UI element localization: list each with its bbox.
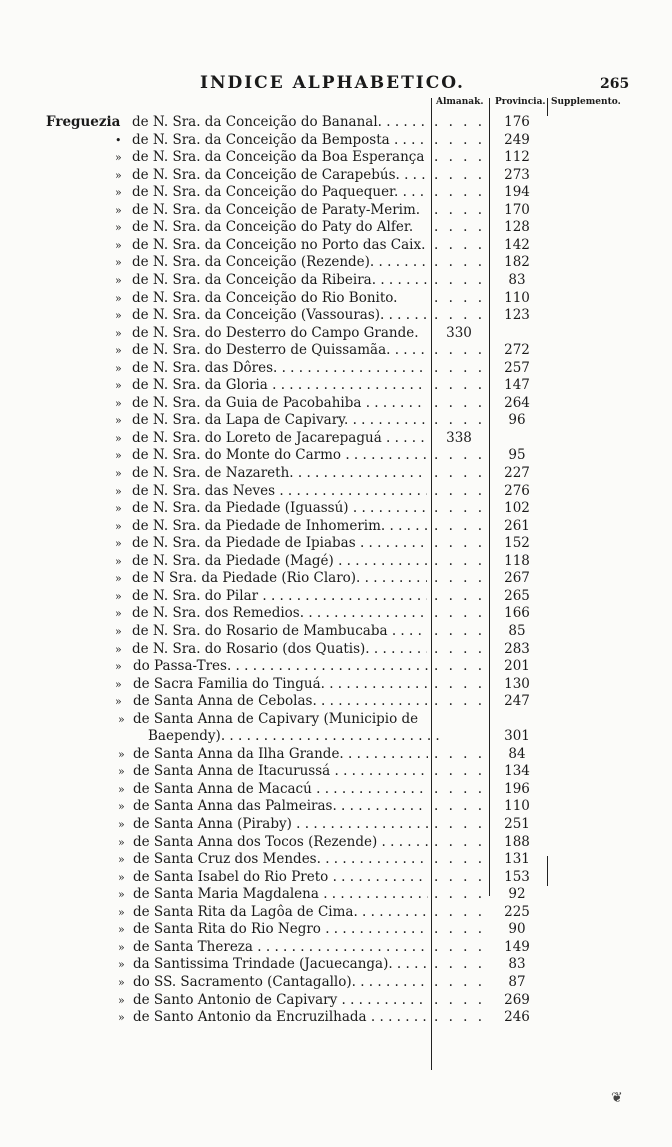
ditto-marker: »	[118, 975, 125, 989]
provincia-value: 273	[504, 166, 530, 183]
provincia-value: 249	[504, 131, 530, 148]
index-row	[0, 570, 672, 587]
almanak-value	[434, 781, 484, 798]
provincia-value: 134	[504, 763, 530, 780]
entry-text: de N. Sra. dos Remedios. . . .	[132, 605, 427, 622]
almanak-value: 330	[446, 324, 472, 341]
entry-text: de N Sra. da Piedade (Rio Claro). . . .	[132, 570, 427, 587]
entry-text: de N. Sra. das Dôres. . . .	[132, 360, 427, 377]
ditto-marker: »	[115, 379, 122, 393]
index-row	[0, 377, 672, 394]
almanak-value	[434, 746, 484, 763]
ditto-marker: »	[115, 502, 122, 516]
entry-text: do Passa-Tres. . . .	[133, 658, 428, 675]
index-row	[0, 974, 672, 991]
index-row	[0, 518, 672, 535]
index-row	[0, 693, 672, 710]
column-header-almanak: Almanak.	[436, 97, 484, 107]
ditto-marker: »	[115, 221, 122, 235]
index-row	[0, 500, 672, 517]
entry-text: de N. Sra. da Guia de Pacobahiba . . .	[132, 395, 427, 412]
library-stamp-icon: ❦	[611, 1090, 623, 1106]
index-row	[0, 412, 672, 429]
provincia-value: 166	[504, 605, 530, 622]
entry-text: de N. Sra. do Desterro do Campo Grande.	[132, 324, 419, 341]
provincia-value: 90	[508, 921, 526, 938]
entry-text: de N. Sra. da Piedade de Inhomerim. . . .	[132, 518, 427, 535]
provincia-value: 301	[504, 728, 530, 745]
index-row	[0, 588, 672, 605]
index-row	[0, 605, 672, 622]
almanak-value	[434, 939, 484, 956]
index-row	[0, 149, 672, 166]
ditto-marker: »	[118, 765, 125, 779]
entry-text: de Santa Anna de Cebolas. . . .	[133, 693, 428, 710]
index-row	[0, 956, 672, 973]
ditto-marker: »	[118, 800, 125, 814]
page-number: 265	[600, 76, 630, 92]
entry-text: de N. Sra. da Piedade (Magé) . . .	[132, 553, 427, 570]
almanak-value	[434, 219, 484, 236]
almanak-value	[434, 834, 484, 851]
almanak-value	[434, 641, 484, 658]
ditto-marker: »	[115, 642, 122, 656]
almanak-value	[434, 342, 484, 359]
ditto-marker: »	[115, 449, 122, 463]
entry-text: de Santo Antonio de Capivary . . .	[133, 992, 428, 1009]
entry-text: de Sacra Familia do Tinguá. . . .	[133, 676, 428, 693]
index-row	[0, 254, 672, 271]
almanak-value	[434, 483, 484, 500]
entry-text: de N. Sra. do Loreto de Jacarepaguá . . .	[132, 430, 427, 447]
ditto-marker: »	[115, 238, 122, 252]
entry-text: de Santa Anna dos Tocos (Rezende) . . .	[133, 834, 428, 851]
entry-text: de N. Sra. da Conceição da Boa Esperança	[132, 149, 425, 166]
provincia-value: 267	[504, 570, 530, 587]
ditto-marker: »	[115, 326, 122, 340]
almanak-value	[434, 693, 484, 710]
ditto-marker: »	[115, 256, 122, 270]
entry-text: de Santa Isabel do Rio Preto . . .	[133, 869, 428, 886]
almanak-value	[434, 904, 484, 921]
entry-text: de N. Sra. do Pilar . . .	[132, 588, 427, 605]
almanak-value	[434, 974, 484, 991]
ditto-marker: »	[115, 291, 122, 305]
entry-text: de Santa Anna das Palmeiras. . . .	[133, 798, 428, 815]
entry-text: da Santissima Trindade (Jacuecanga). . . .	[133, 956, 428, 973]
provincia-value: 225	[504, 903, 530, 920]
almanak-value	[434, 605, 484, 622]
almanak-value	[434, 623, 484, 640]
ditto-marker: »	[118, 905, 125, 919]
ditto-marker: »	[115, 624, 122, 638]
index-row	[0, 728, 672, 745]
entry-text: de N. Sra. da Conceição do Rio Bonito.	[132, 289, 398, 306]
entry-text: de Santa Anna de Itacurussá . . .	[133, 763, 428, 780]
index-row	[0, 746, 672, 763]
almanak-value	[434, 272, 484, 289]
entry-text: de N. Sra. da Conceição (Vassouras). . . .	[132, 307, 427, 324]
almanak-value	[434, 851, 484, 868]
index-row	[0, 711, 672, 728]
ditto-marker: »	[118, 747, 125, 761]
column-header-provincia: Provincia.	[495, 97, 546, 107]
ditto-marker: »	[115, 677, 122, 691]
provincia-value: 170	[504, 201, 530, 218]
provincia-value: 85	[508, 622, 526, 639]
entry-text: de N. Sra. da Conceição de Carapebús. . . .	[132, 167, 427, 184]
ditto-marker: »	[115, 537, 122, 551]
index-row	[0, 290, 672, 307]
provincia-value: 194	[504, 184, 530, 201]
provincia-value: 283	[504, 640, 530, 657]
almanak-value	[434, 676, 484, 693]
entry-text: de N. Sra. da Lapa de Capivary. . . .	[132, 412, 427, 429]
entry-text: de N. Sra. da Conceição (Rezende). . . .	[132, 254, 427, 271]
index-row	[0, 798, 672, 815]
entry-text: de N. Sra. do Monte do Carmo . . .	[132, 447, 427, 464]
provincia-value: 264	[504, 394, 530, 411]
almanak-value	[434, 167, 484, 184]
almanak-value	[434, 202, 484, 219]
ditto-marker: »	[118, 993, 125, 1007]
entry-text: de N. Sra. da Conceição do Paquequer. . . .	[132, 184, 427, 201]
entry-text: de Santa Rita da Lagôa de Cima. . . .	[133, 904, 428, 921]
almanak-value	[434, 763, 484, 780]
almanak-value	[434, 149, 484, 166]
entry-text: do SS. Sacramento (Cantagallo). . . .	[133, 974, 428, 991]
almanak-value	[434, 1009, 484, 1026]
almanak-value	[434, 132, 484, 149]
index-row	[0, 641, 672, 658]
index-row	[0, 834, 672, 851]
almanak-value	[434, 553, 484, 570]
index-row	[0, 904, 672, 921]
ditto-marker: »	[115, 695, 122, 709]
entry-text: de N. Sra. do Rosario (dos Quatis). . . .	[132, 641, 427, 658]
provincia-value: 118	[504, 552, 530, 569]
almanak-value	[434, 992, 484, 1009]
provincia-value: 123	[504, 307, 530, 324]
provincia-value: 130	[504, 675, 530, 692]
entry-text: de Santa Anna da Ilha Grande. . . .	[133, 746, 428, 763]
ditto-marker: »	[115, 309, 122, 323]
entry-text: Baependy). . . .	[148, 728, 443, 745]
index-row	[0, 535, 672, 552]
entry-text: de N. Sra. da Conceição da Ribeira. . . .	[132, 272, 427, 289]
provincia-value: 102	[504, 500, 530, 517]
provincia-value: 201	[504, 658, 530, 675]
index-row	[0, 465, 672, 482]
almanak-value	[434, 395, 484, 412]
index-row	[0, 272, 672, 289]
provincia-value: 251	[504, 816, 530, 832]
entry-text: de N. Sra. da Conceição no Porto das Caix.	[132, 236, 426, 253]
index-row	[0, 430, 672, 447]
entry-text: de Santa Anna de Macacú . . .	[133, 781, 428, 798]
index-row	[0, 167, 672, 184]
provincia-value: 246	[504, 1009, 530, 1026]
lead-word: Freguezia	[46, 114, 121, 130]
almanak-value	[434, 290, 484, 307]
ditto-marker: »	[115, 151, 122, 165]
entry-text: de N. Sra. do Desterro de Quissamãa. . . .	[132, 342, 427, 359]
almanak-value	[434, 465, 484, 482]
entry-text: de N. Sra. da Gloria . . .	[132, 377, 427, 394]
ditto-marker: »	[115, 467, 122, 480]
index-row	[0, 307, 672, 324]
entry-text: de N. Sra. da Conceição do Paty do Alfer.	[132, 219, 414, 236]
entry-text: de Santa Anna de Capivary (Municipio de	[133, 710, 419, 727]
index-row	[0, 781, 672, 798]
index-row	[0, 658, 672, 675]
provincia-value: 196	[504, 780, 530, 797]
index-row	[0, 360, 672, 377]
ditto-marker: »	[118, 870, 125, 884]
ditto-marker: »	[118, 818, 125, 831]
provincia-value: 142	[504, 236, 530, 253]
index-row	[0, 939, 672, 956]
provincia-value: 147	[504, 377, 530, 394]
column-header-supplemento: Supplemento.	[551, 97, 621, 107]
ditto-marker: »	[115, 660, 122, 674]
almanak-value	[434, 254, 484, 271]
almanak-value	[434, 307, 484, 324]
entry-text: de Santa Thereza . . .	[133, 939, 428, 956]
provincia-value: 247	[504, 693, 530, 710]
index-row	[0, 132, 672, 149]
entry-text: de N. Sra. da Conceição do Bananal. . . .	[132, 114, 427, 131]
ditto-marker: »	[118, 782, 125, 796]
ditto-marker: »	[115, 519, 122, 533]
almanak-value	[434, 570, 484, 587]
ditto-marker: »	[118, 712, 125, 726]
index-row	[0, 886, 672, 903]
index-row	[0, 851, 672, 868]
provincia-value: 112	[504, 149, 530, 166]
index-row	[0, 992, 672, 1009]
almanak-value	[434, 184, 484, 201]
entry-text: de Santa Cruz dos Mendes. . . .	[133, 851, 428, 868]
ditto-marker: »	[115, 589, 122, 603]
almanak-value	[434, 798, 484, 815]
ditto-marker: »	[115, 554, 122, 568]
ditto-marker: »	[118, 835, 125, 849]
ditto-marker: »	[118, 940, 125, 954]
entry-text: de Santo Antonio da Encruzilhada . . .	[133, 1009, 428, 1026]
index-row	[0, 483, 672, 500]
provincia-value: 83	[508, 271, 526, 288]
index-row	[0, 921, 672, 938]
ditto-marker: »	[115, 396, 122, 410]
almanak-value	[434, 588, 484, 605]
ditto-marker: »	[115, 361, 122, 375]
provincia-value: 261	[504, 517, 530, 534]
provincia-value: 95	[508, 447, 526, 464]
provincia-value: 188	[504, 833, 530, 850]
provincia-value: 83	[508, 956, 526, 973]
ditto-marker: »	[115, 484, 122, 498]
entry-text: de N. Sra. do Rosario de Mambucaba . . .	[132, 623, 427, 640]
index-row	[0, 237, 672, 254]
provincia-value: 96	[508, 412, 526, 429]
almanak-value	[434, 869, 484, 886]
provincia-value: 269	[504, 991, 530, 1008]
provincia-value: 110	[504, 289, 530, 306]
entry-text: de N. Sra. da Conceição da Bemposta . . .	[132, 132, 427, 149]
index-row	[0, 447, 672, 464]
ditto-marker: »	[115, 572, 122, 586]
almanak-value	[434, 377, 484, 394]
provincia-value: 176	[504, 114, 530, 130]
index-row	[0, 553, 672, 570]
entry-text: de Santa Anna (Piraby) . . .	[133, 816, 428, 833]
entry-text: de N. Sra. das Neves . . .	[132, 483, 427, 500]
almanak-value	[434, 956, 484, 973]
ditto-marker: »	[115, 203, 122, 217]
provincia-value: 272	[504, 342, 530, 359]
provincia-value: 92	[508, 886, 526, 903]
index-row	[0, 1009, 672, 1026]
ditto-marker: •	[115, 133, 122, 147]
index-row	[0, 202, 672, 219]
entry-text: de Santa Maria Magdalena . . .	[133, 886, 428, 903]
index-row	[0, 395, 672, 412]
index-row	[0, 342, 672, 359]
ditto-marker: »	[115, 344, 122, 358]
provincia-value: 84	[508, 745, 526, 762]
almanak-value	[434, 500, 484, 517]
ditto-marker: »	[115, 607, 122, 621]
provincia-value: 227	[504, 465, 530, 481]
almanak-value	[434, 816, 484, 833]
provincia-value: 128	[504, 219, 530, 236]
almanak-value	[434, 518, 484, 535]
provincia-value: 131	[504, 851, 530, 868]
index-row	[0, 325, 672, 342]
index-row	[0, 623, 672, 640]
almanak-value: 338	[446, 429, 472, 446]
provincia-value: 276	[504, 482, 530, 499]
ditto-marker: »	[118, 923, 125, 937]
index-row	[0, 184, 672, 201]
entry-text: de N. Sra. da Piedade (Iguassú) . . .	[132, 500, 427, 517]
ditto-marker: »	[115, 273, 122, 287]
entry-text: de Santa Rita do Rio Negro . . .	[133, 921, 428, 938]
almanak-value	[434, 447, 484, 464]
almanak-value	[434, 921, 484, 938]
entry-text: de N. Sra. de Nazareth. . . .	[132, 465, 427, 482]
index-row	[0, 676, 672, 693]
index-row	[0, 763, 672, 780]
index-row	[0, 869, 672, 886]
ditto-marker: »	[115, 431, 122, 445]
index-row	[0, 114, 672, 131]
page-title: INDICE ALPHABETICO.	[200, 73, 465, 93]
almanak-value	[434, 237, 484, 254]
ditto-marker: »	[115, 168, 122, 182]
provincia-value: 257	[504, 359, 530, 376]
entry-text: de N. Sra. da Conceição de Paraty-Merim.	[132, 201, 421, 218]
ditto-marker: »	[118, 888, 125, 902]
provincia-value: 153	[504, 868, 530, 885]
ditto-marker: »	[118, 958, 125, 972]
almanak-value	[434, 114, 484, 131]
provincia-value: 182	[504, 254, 530, 271]
provincia-value: 265	[504, 587, 530, 604]
almanak-value	[434, 412, 484, 429]
almanak-value	[434, 658, 484, 675]
index-row	[0, 816, 672, 833]
provincia-value: 152	[504, 535, 530, 552]
almanak-value	[434, 886, 484, 903]
provincia-value: 87	[508, 973, 526, 990]
entry-text: de N. Sra. da Piedade de Ipiabas . . .	[132, 535, 427, 552]
almanak-value	[434, 535, 484, 552]
almanak-value	[434, 360, 484, 377]
provincia-value: 110	[504, 798, 530, 815]
index-row	[0, 219, 672, 236]
ditto-marker: »	[118, 853, 125, 867]
ditto-marker: »	[115, 414, 122, 428]
ditto-marker: »	[118, 1011, 125, 1025]
provincia-value: 149	[504, 938, 530, 955]
ditto-marker: »	[115, 186, 122, 200]
